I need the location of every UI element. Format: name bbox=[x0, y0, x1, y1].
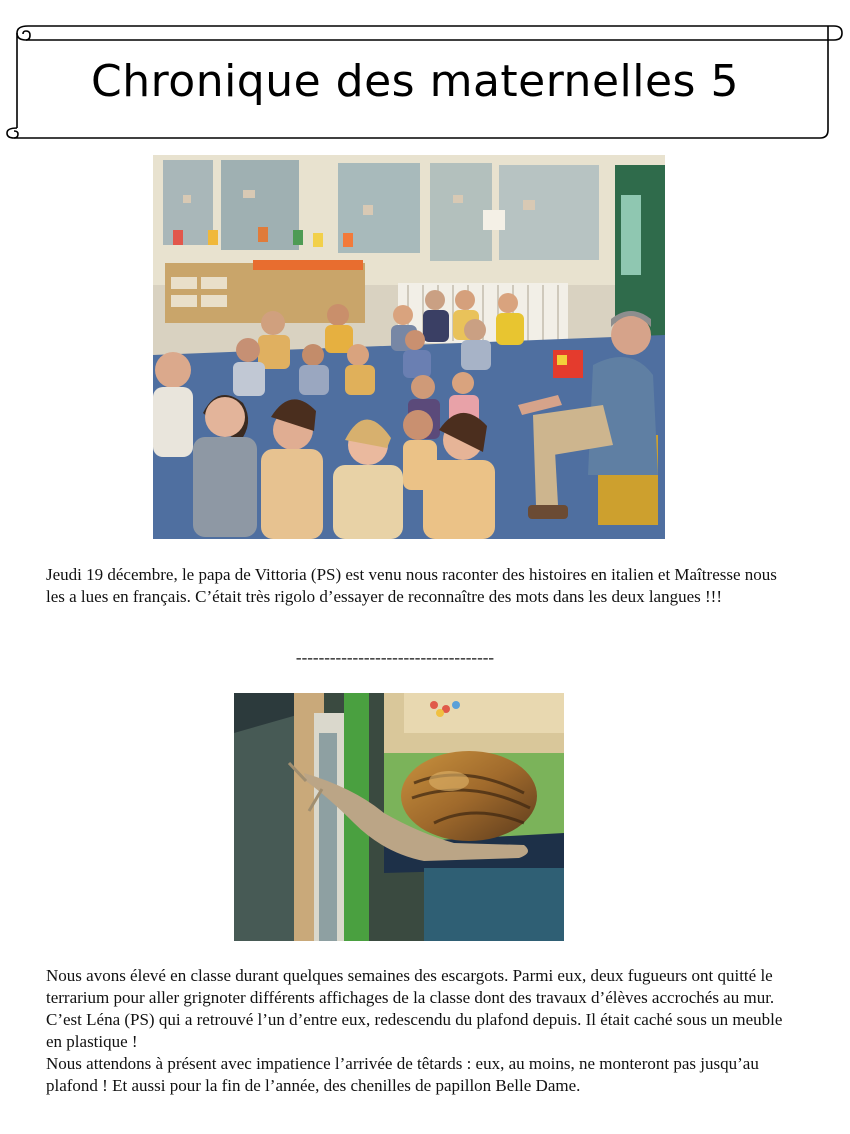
paragraph-tadpoles: Nous attendons à présent avec impatience l’arrivée de têtards : eux, au moins, ne monteront pas jusqu’au plafond ! Et aussi pour la fin de l’année, des chenilles de papillon Belle Dame. bbox=[46, 1054, 759, 1095]
snail-photo bbox=[234, 693, 564, 941]
page-title: Chronique des maternelles 5 bbox=[91, 56, 739, 107]
paragraph-snails: Nous avons élevé en classe durant quelques semaines des escargots. Parmi eux, deux fugueurs ont quitté le terrarium pour aller grignoter différents affichages de la classe dont des travaux d’élèves accrochés au mur. C’est Léna (PS) qui a retrouvé l’un d’entre eux, redescendu du plafond depuis. Il était caché sous un meuble en plastique ! bbox=[46, 966, 783, 1051]
separator-line: ----------------------------------- bbox=[295, 648, 495, 667]
paragraph-story-visit: Jeudi 19 décembre, le papa de Vittoria (PS) est venu nous raconter des histoires en italien et Maîtresse nous les a lues en français. C’était très rigolo d’essayer de reconnaître des mots dans les deux langues !!! bbox=[46, 565, 777, 606]
classroom-story-photo bbox=[153, 155, 665, 539]
